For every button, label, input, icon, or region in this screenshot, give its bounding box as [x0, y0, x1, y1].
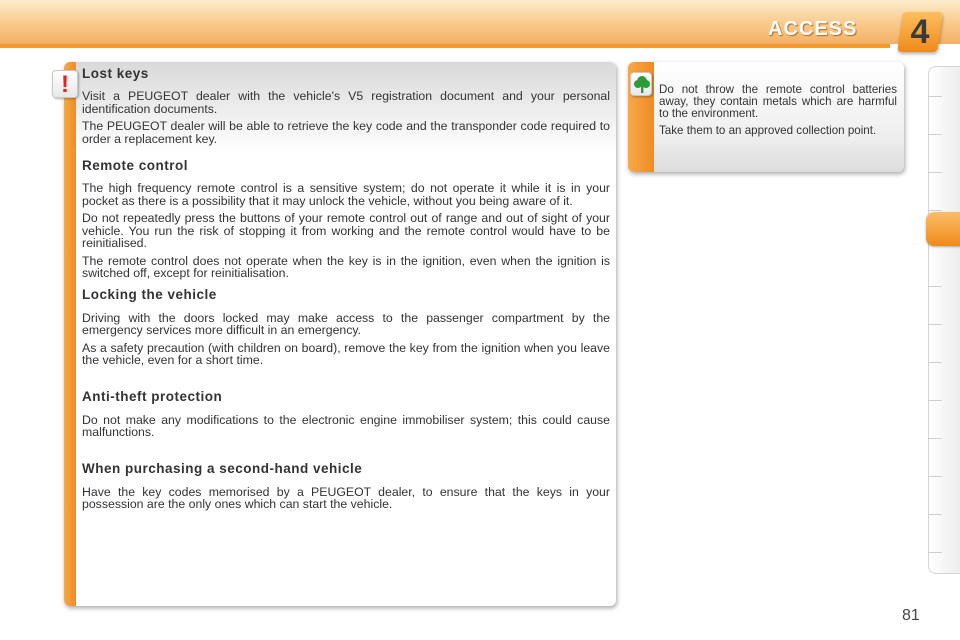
chapter-tab[interactable]	[928, 134, 942, 135]
chapter-tab[interactable]	[928, 438, 942, 439]
header-stripe	[0, 44, 890, 48]
paragraph: Have the key codes memorised by a PEUGEOT dealer, to ensure that the keys in your possession are the only ones which can start the vehicle.	[82, 484, 610, 511]
section-locking-vehicle	[82, 287, 610, 367]
section-anti-theft	[82, 389, 610, 439]
paragraph: Take them to an approved collection point.	[659, 123, 877, 137]
paragraph: Visit a PEUGEOT dealer with the vehicle's V5 registration document and your personal identification documents.	[82, 89, 610, 116]
chapter-tab-rail	[928, 66, 960, 574]
section-heading: Lost keys	[82, 66, 149, 81]
paragraph: The high frequency remote control is a sensitive system; do not operate it while it is in your pocket as there is a possibility that it may unlock the vehicle, without you being aware of it.	[82, 181, 610, 208]
panel-accent-bar	[64, 62, 76, 606]
chapter-tab[interactable]	[928, 362, 942, 363]
chapter-number: 4	[910, 13, 930, 51]
main-text-content	[82, 66, 610, 511]
section-heading: Anti-theft protection	[82, 388, 223, 404]
warning-exclamation-icon: !	[52, 70, 78, 98]
chapter-tab[interactable]	[928, 172, 942, 173]
section-second-hand-vehicle	[82, 461, 610, 511]
section-remote-control	[82, 158, 610, 280]
chapter-tab[interactable]	[928, 514, 942, 515]
chapter-tab[interactable]	[928, 210, 942, 211]
section-heading: Remote control	[82, 158, 189, 173]
chapter-tab[interactable]	[928, 324, 942, 325]
environment-tree-icon	[630, 72, 652, 96]
paragraph: As a safety precaution (with children on board), remove the key from the ignition when you leave the vehicle, even for a short time.	[82, 340, 610, 367]
chapter-tab[interactable]	[928, 286, 942, 287]
paragraph: Do not throw the remote control batteries away, they contain metals which are harmful to the environment.	[659, 83, 897, 121]
chapter-title: ACCESS	[768, 18, 858, 40]
paragraph: The PEUGEOT dealer will be able to retrieve the key code and the transponder code required to order a replacement key.	[82, 119, 610, 146]
paragraph: Do not repeatedly press the buttons of your remote control out of range and out of sight of your vehicle. You run the risk of stopping it from working and the remote control would have to be reinitialised.	[82, 211, 610, 250]
chapter-tab[interactable]	[928, 400, 942, 401]
chapter-tab[interactable]	[928, 96, 942, 97]
paragraph: Do not make any modifications to the electronic engine immobiliser system; this could cause malfunctions.	[82, 412, 610, 439]
section-lost-keys	[82, 66, 610, 145]
section-heading: Locking the vehicle	[82, 286, 217, 302]
paragraph: Driving with the doors locked may make access to the passenger compartment by the emergency services more difficult in an emergency.	[82, 310, 610, 337]
chapter-tab[interactable]	[928, 552, 942, 553]
chapter-tab-active[interactable]	[926, 212, 960, 246]
section-heading: When purchasing a second-hand vehicle	[82, 460, 363, 476]
chapter-tab[interactable]	[928, 476, 942, 477]
paragraph: The remote control does not operate when the key is in the ignition, even when the ignition is switched off, except for reinitialisation.	[82, 253, 610, 280]
page-number: 81	[902, 607, 920, 624]
environment-note-text	[659, 84, 897, 141]
